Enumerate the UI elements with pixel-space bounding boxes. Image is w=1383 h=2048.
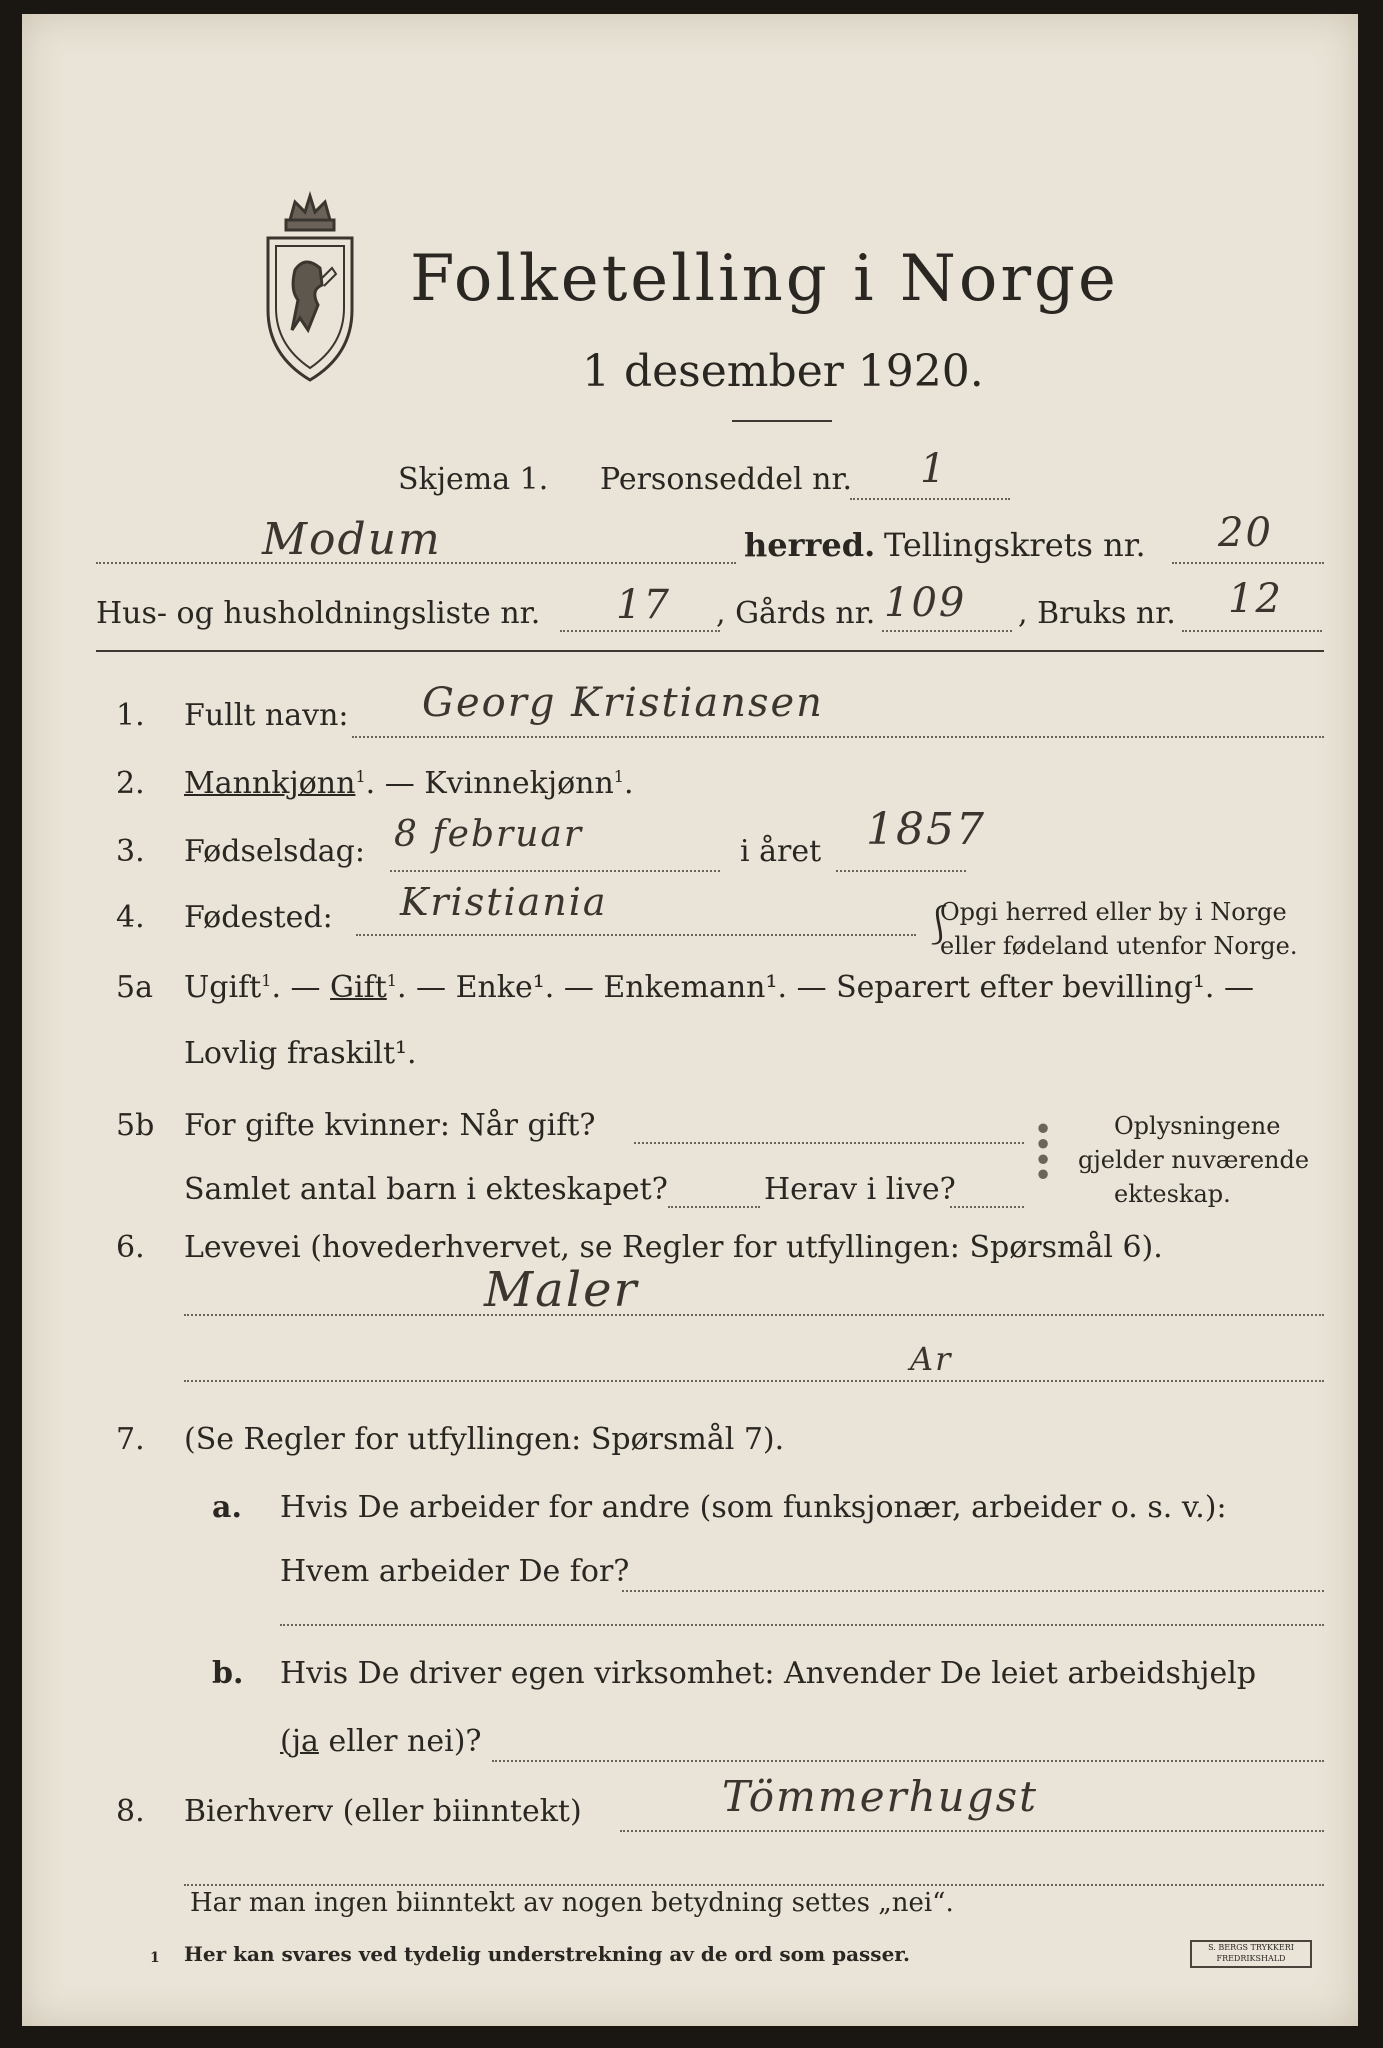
- q7a-text2: Hvem arbeider De for?: [280, 1554, 630, 1589]
- q7-label: (Se Regler for utfyllingen: Spørsmål 7).: [184, 1422, 785, 1457]
- gards-label: , Gårds nr.: [716, 596, 876, 631]
- q6-value-2: Ar: [910, 1340, 953, 1378]
- q5a-line2: Lovlig fraskilt¹.: [184, 1036, 417, 1071]
- footnote: Her kan svares ved tydelig understrekning av de ord som passer.: [184, 1942, 910, 1966]
- q1-number: 1.: [116, 698, 145, 733]
- footnote-mark: 1: [150, 1950, 160, 1966]
- q8-label: Bierhverv (eller biinntekt): [184, 1794, 582, 1829]
- q8-number: 8.: [116, 1794, 145, 1829]
- q3-year-value: 1857: [866, 804, 986, 855]
- personseddel-value: 1: [920, 446, 948, 492]
- q5a-number: 5a: [116, 970, 153, 1005]
- q2-kvinne-option: Kvinnekjønn: [424, 766, 614, 801]
- q5b-note1: Oplysningene: [1114, 1112, 1281, 1140]
- q6-value: Maler: [484, 1262, 639, 1318]
- q2-options: Mannkjønn$^1$. — Kvinnekjønn$^1$.: [184, 766, 634, 801]
- krets-label: Tellingskrets nr.: [884, 526, 1146, 564]
- q1-value: Georg Kristiansen: [422, 680, 824, 726]
- q6-label: Levevei (hovederhvervet, se Regler for utfyllingen: Spørsmål 6).: [184, 1230, 1163, 1265]
- q7b-text2: (ja eller nei)?: [280, 1724, 482, 1759]
- form-date: 1 desember 1920.: [582, 346, 984, 397]
- printer-stamp: S. BERGS TRYKKERI FREDRIKSHALD: [1190, 1940, 1312, 1968]
- hus-label: Hus- og husholdningsliste nr.: [96, 596, 541, 631]
- norwegian-coat-of-arms-icon: [250, 190, 370, 390]
- q4-value: Kristiania: [400, 880, 608, 924]
- header-divider: [96, 650, 1324, 652]
- q5b-line2a: Samlet antal barn i ekteskapet?: [184, 1172, 668, 1207]
- q6-number: 6.: [116, 1230, 145, 1265]
- q7b-text: Hvis De driver egen virksomhet: Anvender De leiet arbeidshjelp: [280, 1656, 1257, 1691]
- schema-label: Skjema 1.: [398, 462, 549, 497]
- q2-number: 2.: [116, 766, 145, 801]
- q5b-note3: ekteskap.: [1114, 1180, 1231, 1208]
- q8-value: Tömmerhugst: [722, 1772, 1039, 1821]
- form-title: Folketelling i Norge: [410, 242, 1119, 316]
- q1-label: Fullt navn:: [184, 698, 349, 733]
- q7a-text: Hvis De arbeider for andre (som funksjonær, arbeider o. s. v.):: [280, 1490, 1227, 1525]
- q3-year-label: i året: [740, 834, 822, 869]
- bleed-through: [272, 144, 279, 169]
- q7b-ja-option: (ja: [280, 1724, 319, 1759]
- bruks-label: , Bruks nr.: [1018, 596, 1176, 631]
- q5b-line1: For gifte kvinner: Når gift?: [184, 1108, 596, 1143]
- q3-label: Fødselsdag:: [184, 834, 365, 869]
- q4-label: Fødested:: [184, 900, 333, 935]
- q7-number: 7.: [116, 1422, 145, 1457]
- q5b-note2: gjelder nuværende: [1078, 1146, 1310, 1174]
- q3-number: 3.: [116, 834, 145, 869]
- title-divider: [732, 420, 832, 422]
- q7b-letter: b.: [212, 1656, 244, 1691]
- q5b-number: 5b: [116, 1108, 155, 1143]
- q5a-gift-option: Gift: [330, 970, 387, 1005]
- q5b-line2b: Herav i live?: [764, 1172, 956, 1207]
- q4-note-line1: Opgi herred eller by i Norge: [940, 898, 1287, 926]
- personseddel-label: Personseddel nr.: [600, 462, 853, 497]
- herred-value: Modum: [262, 514, 442, 565]
- bruks-value: 12: [1228, 576, 1283, 622]
- hus-value: 17: [616, 582, 671, 628]
- q3-day-value: 8 februar: [394, 814, 584, 855]
- krets-value: 20: [1218, 510, 1273, 556]
- q4-number: 4.: [116, 900, 145, 935]
- q5a-options: Ugift$^1$. — Gift$^1$. — Enke¹. — Enkemann¹. — Separert efter bevilling¹. —: [184, 970, 1254, 1005]
- q7a-letter: a.: [212, 1490, 242, 1525]
- census-form-sheet: Folketelling i Norge 1 desember 1920. Skjema 1. Personseddel nr. 1 Modum herred. Tellingskrets nr. 20 Hus- og husholdningsliste nr. 17 , Gårds nr. 109 , Bruks nr. 12 1. Fullt navn: Georg Kristiansen 2. Mannkjønn$^1$. — Kvinnekjønn$^1$. 3. Fødselsdag: 8 februar i året 1857 4. Fødested: Kristiania ⎰ Opgi herred eller by i Norge eller fødeland utenfor Norge. 5a Ugift$^1$. — Gift$^1$. — Enke¹. — Enkemann¹. — Separert efter bevilling¹. — Lovlig fraskilt¹. 5b For gifte kvinner: Når gift? Samlet antal barn i ekteskapet? Herav i live? ⁞ Oplysningene gjelder nuværende ekteskap. 6. Levevei (hovederhvervet, se Regler for utfyllingen: Spørsmål 6). Maler Ar 7. (Se Regler for utfyllingen: Spørsmål 7). a. Hvis De arbeider for andre (som funksjonær, arbeider o. s. v.): Hvem arbeider De for? b. Hvis De driver egen virksomhet: Anvender De leiet arbeidshjelp (ja eller nei)? 8. Bierhverv (eller biinntekt) Tömmerhugst Har man ingen biinntekt av nogen betydning settes „nei“. 1 Her kan svares ved tydelig understrekning av de ord som passer. S. BERGS TRYKKERI FREDRIKSHALD: [22, 14, 1358, 2026]
- footer-note: Har man ingen biinntekt av nogen betydning settes „nei“.: [190, 1888, 954, 1918]
- herred-label: herred.: [744, 526, 876, 564]
- gards-value: 109: [884, 580, 967, 626]
- q4-note-line2: eller fødeland utenfor Norge.: [940, 932, 1298, 960]
- q2-mann-option: Mannkjønn: [184, 766, 356, 801]
